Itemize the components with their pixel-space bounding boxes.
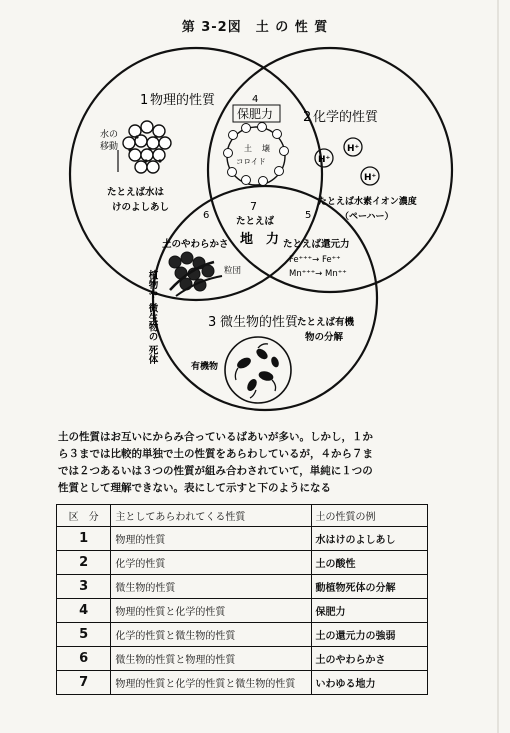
row-number: 4 (57, 599, 111, 623)
header-category: 区 分 (57, 505, 111, 527)
paragraph-line-3: では２つあるいは３つの性質が組み合わされていて，単純に１つの (58, 465, 373, 477)
microorganism-icon (235, 344, 279, 398)
table-row (57, 623, 428, 647)
aggregate-label: 粒団 (224, 266, 242, 276)
row-number: 5 (57, 623, 111, 647)
row-number: 7 (57, 671, 111, 695)
paragraph-line-1: 土の性質はお互いにからみ合っているばあいが多い。しかし，１か (58, 431, 373, 443)
region4-number: 4 (252, 94, 259, 105)
water-label-2: 移動 (100, 142, 119, 152)
row-example: 土の酸性 (311, 551, 427, 575)
region4-label: 保肥力 (237, 107, 274, 121)
paragraph-line-4: 性質として理解できない。表にして示すと下のようになる (58, 482, 331, 494)
explanation-paragraph (58, 429, 428, 497)
row-number: 2 (57, 551, 111, 575)
row-number: 1 (57, 527, 111, 551)
paragraph-line-2: ら３までは比較的単独で土の性質をあらわしているが，４から７ま (58, 448, 373, 460)
circle1-label: 物理的性質 (150, 93, 216, 108)
circle2-example-2: （ペーハー） (340, 212, 394, 222)
region7-number: 7 (250, 200, 257, 213)
region4-soil-2: 壌 (262, 144, 270, 153)
circle3-example-1: たとえば有機 (297, 317, 355, 328)
region5-reaction2: Mn⁺⁺⁺→ Mn⁺⁺ (289, 269, 347, 279)
region5-number: 5 (305, 210, 312, 221)
row-main-property: 微生物的性質 (111, 575, 311, 599)
circle2-example-1: たとえば水素イオン濃度 (318, 197, 417, 207)
vertical-caption-1: 植物や (146, 270, 158, 299)
circle1-number: 1 (140, 93, 149, 108)
region4-soil-1: 土 (244, 144, 252, 153)
circle1-example-2: けのよしあし (112, 202, 170, 213)
table-header-row (57, 505, 428, 527)
region4-colloid: コロイド (236, 157, 266, 166)
figure-title: 第 3-2図 土 の 性 質 (181, 20, 329, 35)
water-label-1: 水の (100, 130, 119, 140)
vertical-caption-3: 死体 (146, 345, 158, 364)
soil-properties-table (56, 504, 428, 695)
region6-example: 土のやわらかさ (162, 239, 229, 250)
region7-label: 地 力 (240, 232, 280, 247)
row-main-property: 物理的性質 (111, 527, 311, 551)
row-main-property: 微生物的性質と物理的性質 (111, 647, 311, 671)
ion-3: H⁺ (364, 173, 377, 183)
table-row (57, 647, 428, 671)
circle3-example-2: 物の分解 (305, 332, 344, 343)
region5-reaction1: Fe⁺⁺⁺→ Fe⁺⁺ (289, 255, 341, 265)
organic-matter-label: 有機物 (191, 362, 219, 372)
row-example: 保肥力 (311, 599, 427, 623)
table-row (57, 527, 428, 551)
row-number: 3 (57, 575, 111, 599)
row-main-property: 化学的性質と微生物的性質 (111, 623, 311, 647)
region7-example: たとえば (236, 216, 275, 227)
row-example: 動植物死体の分解 (311, 575, 427, 599)
header-example: 土の性質の例 (311, 505, 427, 527)
table-row (57, 671, 428, 695)
circle2-label: 化学的性質 (313, 110, 379, 125)
row-example: 土のやわらかさ (311, 647, 427, 671)
table-row (57, 551, 428, 575)
circle1-example-1: たとえば水は (107, 187, 165, 198)
circle2-number: 2 (303, 110, 312, 125)
circle3-label: 微生物的性質 (220, 315, 299, 330)
row-main-property: 物理的性質と化学的性質 (111, 599, 311, 623)
row-example: 土の還元力の強弱 (311, 623, 427, 647)
region5-example: たとえば還元力 (283, 239, 350, 250)
ion-2: H⁺ (347, 144, 360, 154)
table-row (57, 599, 428, 623)
row-main-property: 物理的性質と化学的性質と微生物的性質 (111, 671, 311, 695)
adsorbed-ions-icon (224, 123, 289, 186)
header-main-property: 主としてあらわれてくる性質 (111, 505, 311, 527)
ion-1: H⁺ (318, 155, 331, 165)
region6-number: 6 (203, 210, 210, 221)
vertical-caption (147, 269, 160, 365)
organic-matter-circle (225, 337, 291, 403)
circle3-number: 3 (208, 315, 217, 330)
table-row (57, 575, 428, 599)
soil-particles-icon (123, 121, 171, 173)
row-number: 6 (57, 647, 111, 671)
row-example: 水はけのよしあし (311, 527, 427, 551)
row-main-property: 化学的性質 (111, 551, 311, 575)
vertical-caption-2: 微生物の (146, 303, 158, 341)
row-example: いわゆる地力 (311, 671, 427, 695)
